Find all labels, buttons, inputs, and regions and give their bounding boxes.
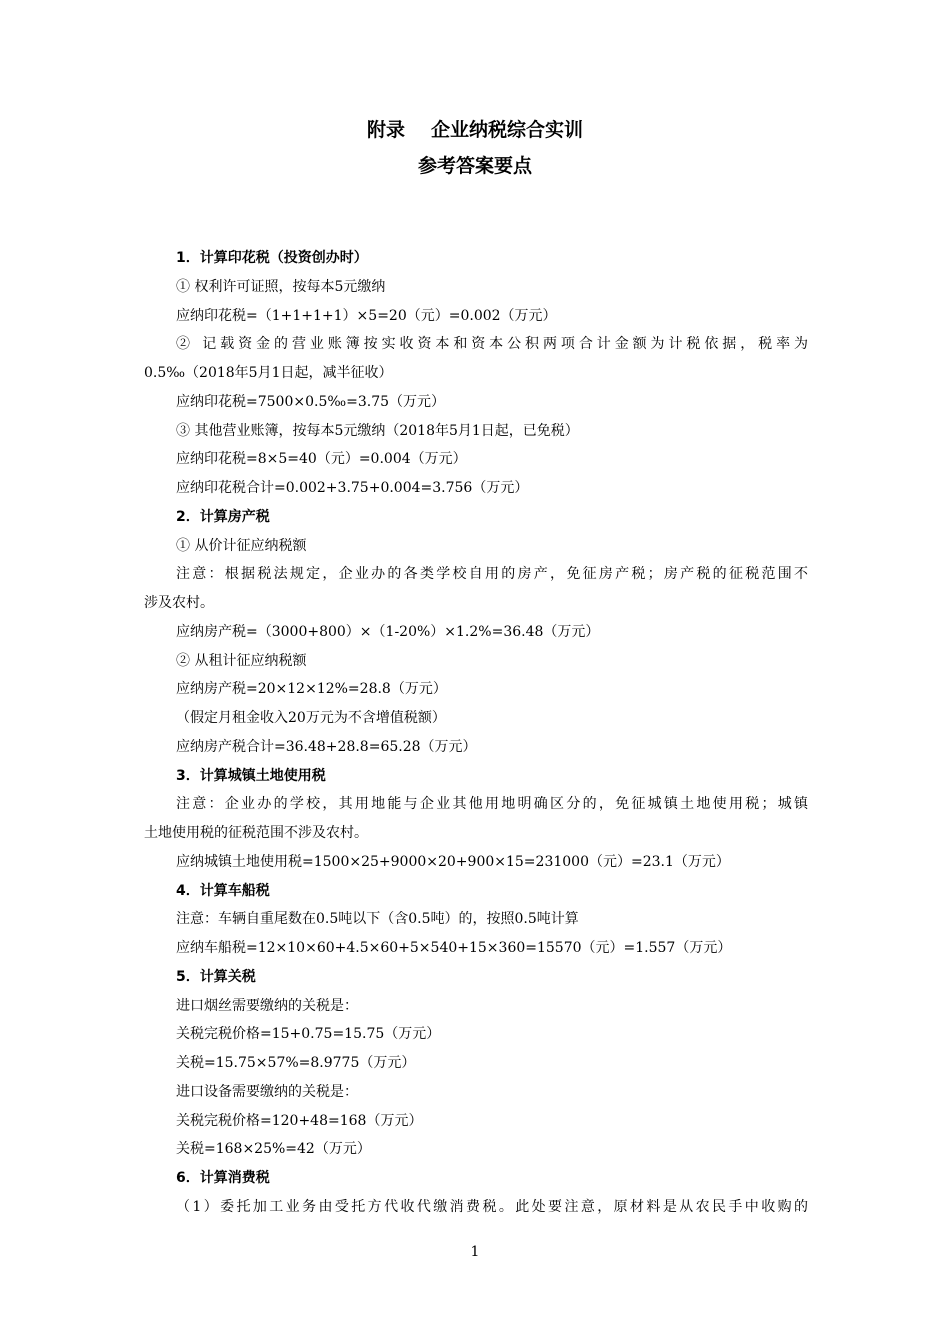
page-number: 1 xyxy=(470,1244,480,1260)
section-heading-customs-duty: 5．计算关税 xyxy=(176,968,256,985)
formula-line: 应纳城镇土地使用税=1500×25+9000×20+900×15=231000（元）=23.1（万元） xyxy=(176,853,730,870)
document-title xyxy=(0,118,950,142)
text-line-continuation: 0.5‰（2018年5月1日起，减半征收） xyxy=(144,365,393,381)
section-heading-stamp-duty: 1．计算印花税（投资创办时） xyxy=(176,250,368,266)
section-heading-consumption-tax: 6．计算消费税 xyxy=(176,1170,270,1186)
formula-line: 关税完税价格=15+0.75=15.75（万元） xyxy=(176,1026,441,1043)
section-heading-property-tax: 2．计算房产税 xyxy=(176,508,270,525)
text-line: ② 从租计征应纳税额 xyxy=(176,652,307,669)
formula-line: 应纳房产税=20×12×12%=28.8（万元） xyxy=(176,681,447,698)
formula-line: 应纳印花税=8×5=40（元）=0.004（万元） xyxy=(176,451,467,468)
appendix-title: 企业纳税综合实训 xyxy=(431,119,584,141)
formula-line: 关税=15.75×57%=8.9775（万元） xyxy=(176,1055,416,1071)
formula-line: 应纳车船税=12×10×60+4.5×60+5×540+15×360=15570（元）=1.557（万元） xyxy=(176,940,732,956)
note-line: 注意：根据税法规定，企业办的各类学校自用的房产，免征房产税；房产税的征税范围不 xyxy=(176,566,808,583)
document-subtitle: 参考答案要点 xyxy=(417,155,532,177)
formula-line: 关税完税价格=120+48=168（万元） xyxy=(176,1112,423,1129)
formula-line: 应纳印花税合计=0.002+3.75+0.004=3.756（万元） xyxy=(176,480,529,496)
section-heading-vehicle-tax: 4．计算车船税 xyxy=(176,882,270,899)
formula-line: 关税=168×25%=42（万元） xyxy=(176,1141,371,1158)
text-line: ① 从价计征应纳税额 xyxy=(176,537,307,554)
formula-line: 应纳房产税合计=36.48+28.8=65.28（万元） xyxy=(176,738,477,755)
note-line: 注意：企业办的学校，其用地能与企业其他用地明确区分的，免征城镇土地使用税；城镇 xyxy=(176,796,808,813)
text-line: （假定月租金收入20万元为不含增值税额） xyxy=(176,710,446,726)
formula-line: 应纳房产税=（3000+800）×（1-20%）×1.2%=36.48（万元） xyxy=(176,623,600,640)
text-line: 进口烟丝需要缴纳的关税是： xyxy=(176,997,358,1014)
note-line: 注意：车辆自重尾数在0.5吨以下（含0.5吨）的，按照0.5吨计算 xyxy=(176,911,579,928)
section-heading-land-use-tax: 3．计算城镇土地使用税 xyxy=(176,767,326,784)
document-body xyxy=(144,244,808,1222)
appendix-label: 附录 xyxy=(366,119,405,141)
text-line: ③ 其他营业账簿，按每本5元缴纳（2018年5月1日起，已免税） xyxy=(176,422,579,439)
formula-line: 应纳印花税=（1+1+1+1）×5=20（元）=0.002（万元） xyxy=(176,307,557,324)
text-line-continuation: 涉及农村。 xyxy=(144,595,214,611)
text-line: ① 权利许可证照，按每本5元缴纳 xyxy=(176,278,386,295)
text-line: 进口设备需要缴纳的关税是： xyxy=(176,1083,358,1100)
text-line: ② 记载资金的营业账簿按实收资本和资本公积两项合计金额为计税依据，税率为 xyxy=(176,336,808,353)
text-line-continuation: 土地使用税的征税范围不涉及农村。 xyxy=(144,825,368,841)
formula-line: 应纳印花税=7500×0.5‰=3.75（万元） xyxy=(176,393,446,410)
text-line: （1）委托加工业务由受托方代收代缴消费税。此处要注意，原材料是从农民手中收购的 xyxy=(176,1198,808,1215)
